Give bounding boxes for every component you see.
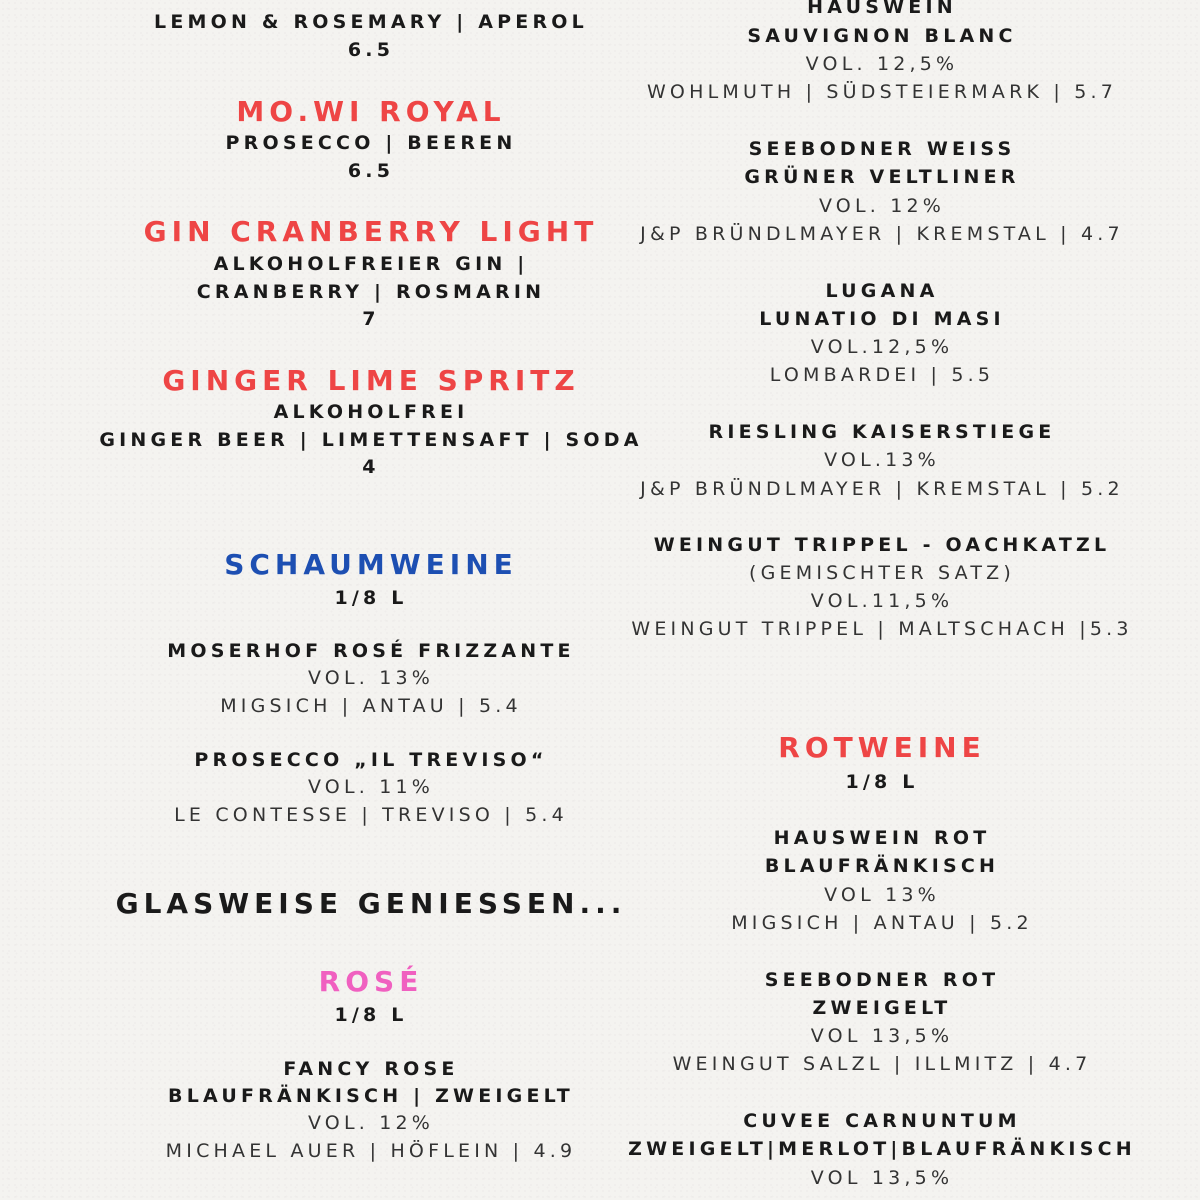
seebodner-rot-grape: ZWEIGELT [812,997,952,1019]
moserhof-origin-price: MIGSICH | ANTAU | 5.4 [220,695,522,717]
mowi-royal-description: PROSECCO | BEEREN [225,132,517,154]
prosecco-treviso-volume: VOL. 11% [307,776,435,798]
hauswein-rot-origin-price: MIGSICH | ANTAU | 5.2 [731,912,1033,934]
schaumweine-size: 1/8 L [334,587,408,609]
riesling-volume: VOL.13% [824,449,940,471]
rose-heading: ROSÉ [318,965,424,998]
sauvignon-blanc-volume: VOL. 12,5% [805,53,959,75]
ginger-lime-spritz-title: GINGER LIME SPRITZ [162,364,580,397]
ginger-lime-spritz-description: GINGER BEER | LIMETTENSAFT | SODA [99,429,643,451]
mowi-royal-title: MO.WI ROYAL [236,95,506,128]
hauswein-rot-volume: VOL 13% [824,884,940,906]
cuvee-carnuntum-grapes: ZWEIGELT|MERLOT|BLAUFRÄNKISCH [628,1138,1136,1160]
cuvee-carnuntum-volume: VOL 13,5% [810,1167,954,1189]
gin-cranberry-price: 7 [362,308,380,330]
mowi-royal-price: 6.5 [347,160,395,182]
moserhof-volume: VOL. 13% [307,667,435,689]
trippel-volume: VOL.11,5% [810,590,954,612]
fancy-rose-name: FANCY ROSE [283,1058,459,1080]
rotweine-heading: ROTWEINE [778,731,986,764]
fancy-rose-grapes: BLAUFRÄNKISCH | ZWEIGELT [168,1085,574,1107]
lugana-origin-price: LOMBARDEI | 5.5 [769,364,995,386]
seebodner-rot-name: SEEBODNER ROT [764,969,1000,991]
seebodner-weiss-grape: GRÜNER VELTLINER [744,166,1020,188]
hauswein-rot-grape: BLAUFRÄNKISCH [764,855,1000,877]
riesling-name: RIESLING KAISERSTIEGE [708,421,1056,443]
schaumweine-heading: SCHAUMWEINE [224,548,518,581]
prosecco-treviso-name: PROSECCO „IL TREVISO“ [194,749,548,771]
aperol-description: LEMON & ROSEMARY | APEROL [154,11,588,33]
trippel-origin-price: WEINGUT TRIPPEL | MALTSCHACH |5.3 [631,618,1133,640]
sauvignon-blanc-name: SAUVIGNON BLANC [747,25,1017,47]
seebodner-weiss-volume: VOL. 12% [818,195,946,217]
gin-cranberry-description-line1: ALKOHOLFREIER GIN | [213,253,529,275]
trippel-name: WEINGUT TRIPPEL - OACHKATZL [653,534,1111,556]
cuvee-carnuntum-name: CUVEE CARNUNTUM [743,1110,1021,1132]
moserhof-name: MOSERHOF ROSÉ FRIZZANTE [167,640,575,662]
hauswein-rot-name: HAUSWEIN ROT [773,827,991,849]
seebodner-rot-origin-price: WEINGUT SALZL | ILLMITZ | 4.7 [672,1053,1092,1075]
seebodner-rot-volume: VOL 13,5% [810,1025,954,1047]
riesling-origin-price: J&P BRÜNDLMAYER | KREMSTAL | 5.2 [640,478,1124,500]
sauvignon-blanc-origin-price: WOHLMUTH | SÜDSTEIERMARK | 5.7 [646,81,1118,103]
seebodner-weiss-name: SEEBODNER WEISS [748,138,1016,160]
lugana-volume: VOL.12,5% [810,336,954,358]
hauswein-label: HAUSWEIN [807,0,957,18]
lugana-name: LUGANA [825,280,939,302]
fancy-rose-origin-price: MICHAEL AUER | HÖFLEIN | 4.9 [165,1140,577,1162]
ginger-lime-spritz-tag: ALKOHOLFREI [273,401,469,423]
seebodner-weiss-origin-price: J&P BRÜNDLMAYER | KREMSTAL | 4.7 [640,223,1124,245]
gin-cranberry-title: GIN CRANBERRY LIGHT [143,215,599,248]
gin-cranberry-description-line2: CRANBERRY | ROSMARIN [196,281,546,303]
rose-size: 1/8 L [334,1004,408,1026]
aperol-price: 6.5 [347,39,395,61]
prosecco-treviso-origin-price: LE CONTESSE | TREVISO | 5.4 [174,804,568,826]
lugana-subtitle: LUNATIO DI MASI [759,308,1005,330]
glasweise-heading: GLASWEISE GENIESSEN... [115,887,627,920]
fancy-rose-volume: VOL. 12% [307,1112,435,1134]
trippel-subtitle: (GEMISCHTER SATZ) [749,562,1015,584]
ginger-lime-spritz-price: 4 [362,456,380,478]
rotweine-size: 1/8 L [845,771,919,793]
